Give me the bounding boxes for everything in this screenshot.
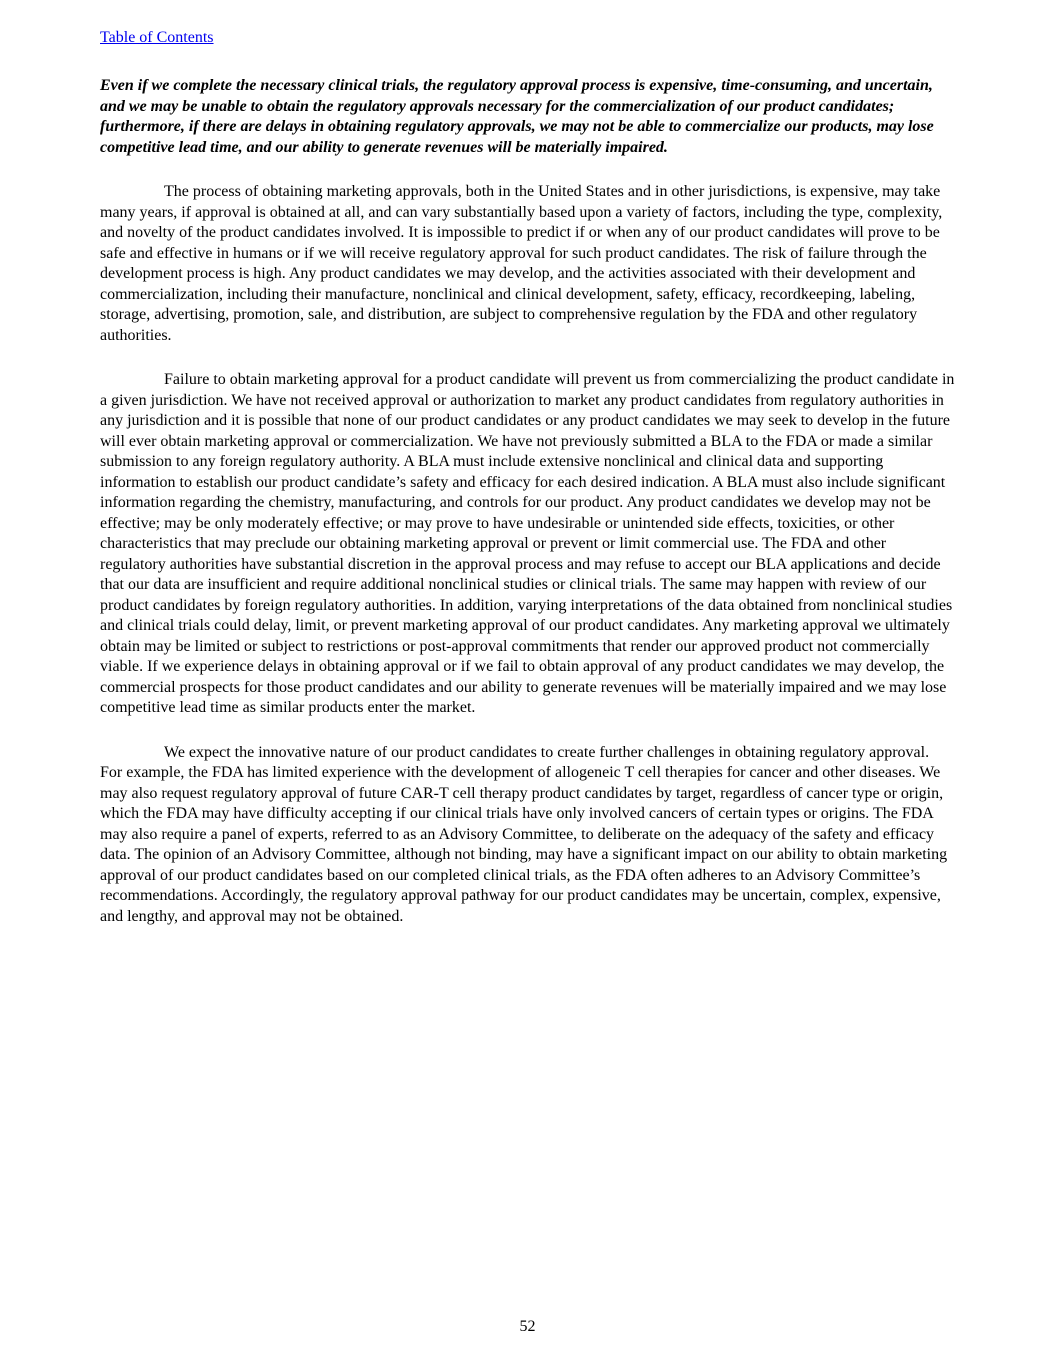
body-paragraph-1: The process of obtaining marketing approvals, both in the United States and in other jurisdictions, is expensive, may take many years, if approval is obtained at all, and can vary substantially based upon a variety of factors, including the type, complexity, and novelty of the product candidates involved. It is impossible to predict if or when any of our product candidates will prove to be safe and effective in humans or if we will receive regulatory approval for such product candidates. The risk of failure through the development process is high. Any product candidates we may develop, and the activities associated with their development and commercialization, including their manufacture, nonclinical and clinical development, safety, efficacy, recordkeeping, labeling, storage, advertising, promotion, sale, and distribution, are subject to comprehensive regulation by the FDA and other regulatory authorities.: [100, 183, 943, 344]
body-paragraph-3: We expect the innovative nature of our product candidates to create further challenges in obtaining regulatory approval. For example, the FDA has limited experience with the development of allogeneic T cell therapies for cancer and other diseases. We may also request regulatory approval of future CAR-T cell therapy product candidates by target, regardless of cancer type or origin, which the FDA may have difficulty accepting if our clinical trials have only involved cancers of certain types or origins. The FDA may also require a panel of experts, referred to as an Advisory Committee, to deliberate on the adequacy of the safety and efficacy data. The opinion of an Advisory Committee, although not binding, may have a significant impact on our ability to obtain marketing approval of our product candidates based on our completed clinical trials, as the FDA often adheres to an Advisory Committee’s recommendations. Accordingly, the regulatory approval pathway for our product candidates may be uncertain, complex, expensive, and lengthy, and approval may not be obtained.: [100, 743, 948, 925]
document-content: [100, 28, 955, 927]
risk-factor-heading: Even if we complete the necessary clinical trials, the regulatory approval process is expensive, time-consuming, and uncertain, and we may be unable to obtain the regulatory approvals necessary for the commercialization of our product candidates; furthermore, if there are delays in obtaining regulatory approvals, we may not be able to commercialize our products, may lose competitive lead time, and our ability to generate revenues will be materially impaired.: [100, 77, 934, 156]
page-number: 52: [519, 1318, 536, 1335]
body-paragraph-2: Failure to obtain marketing approval for a product candidate will prevent us from commercializing the product candidate in a given jurisdiction. We have not received approval or authorization to market any product candidates from regulatory authorities in any jurisdiction and it is possible that none of our product candidates or any product candidates we may seek to develop in the future will ever obtain marketing approval or commercialization. We have not previously submitted a BLA to the FDA or made a similar submission to any foreign regulatory authority. A BLA must include extensive nonclinical and clinical data and supporting information to establish our product candidate’s safety and efficacy for each desired indication. A BLA must also include significant information regarding the chemistry, manufacturing, and controls for our product. Any product candidates we develop may not be effective; may be only moderately effective; or may prove to have undesirable or unintended side effects, toxicities, or other characteristics that may preclude our obtaining marketing approval or prevent or limit commercial use. The FDA and other regulatory authorities have substantial discretion in the approval process and may refuse to accept our BLA applications and decide that our data are insufficient and require additional nonclinical studies or clinical trials. The same may happen with review of our product candidates by foreign regulatory authorities. In addition, varying interpretations of the data obtained from nonclinical studies and clinical trials could delay, limit, or prevent marketing approval of our product candidates. Any marketing approval we ultimately obtain may be limited or subject to restrictions or post-approval commitments that render our approved product not commercially viable. If we experience delays in obtaining approval or if we fail to obtain approval of any product candidates we may develop, the commercial prospects for those product candidates and our ability to generate revenues will be materially impaired and we may lose competitive lead time as similar products enter the market.: [100, 371, 955, 716]
table-of-contents-link[interactable]: Table of Contents: [100, 29, 214, 46]
